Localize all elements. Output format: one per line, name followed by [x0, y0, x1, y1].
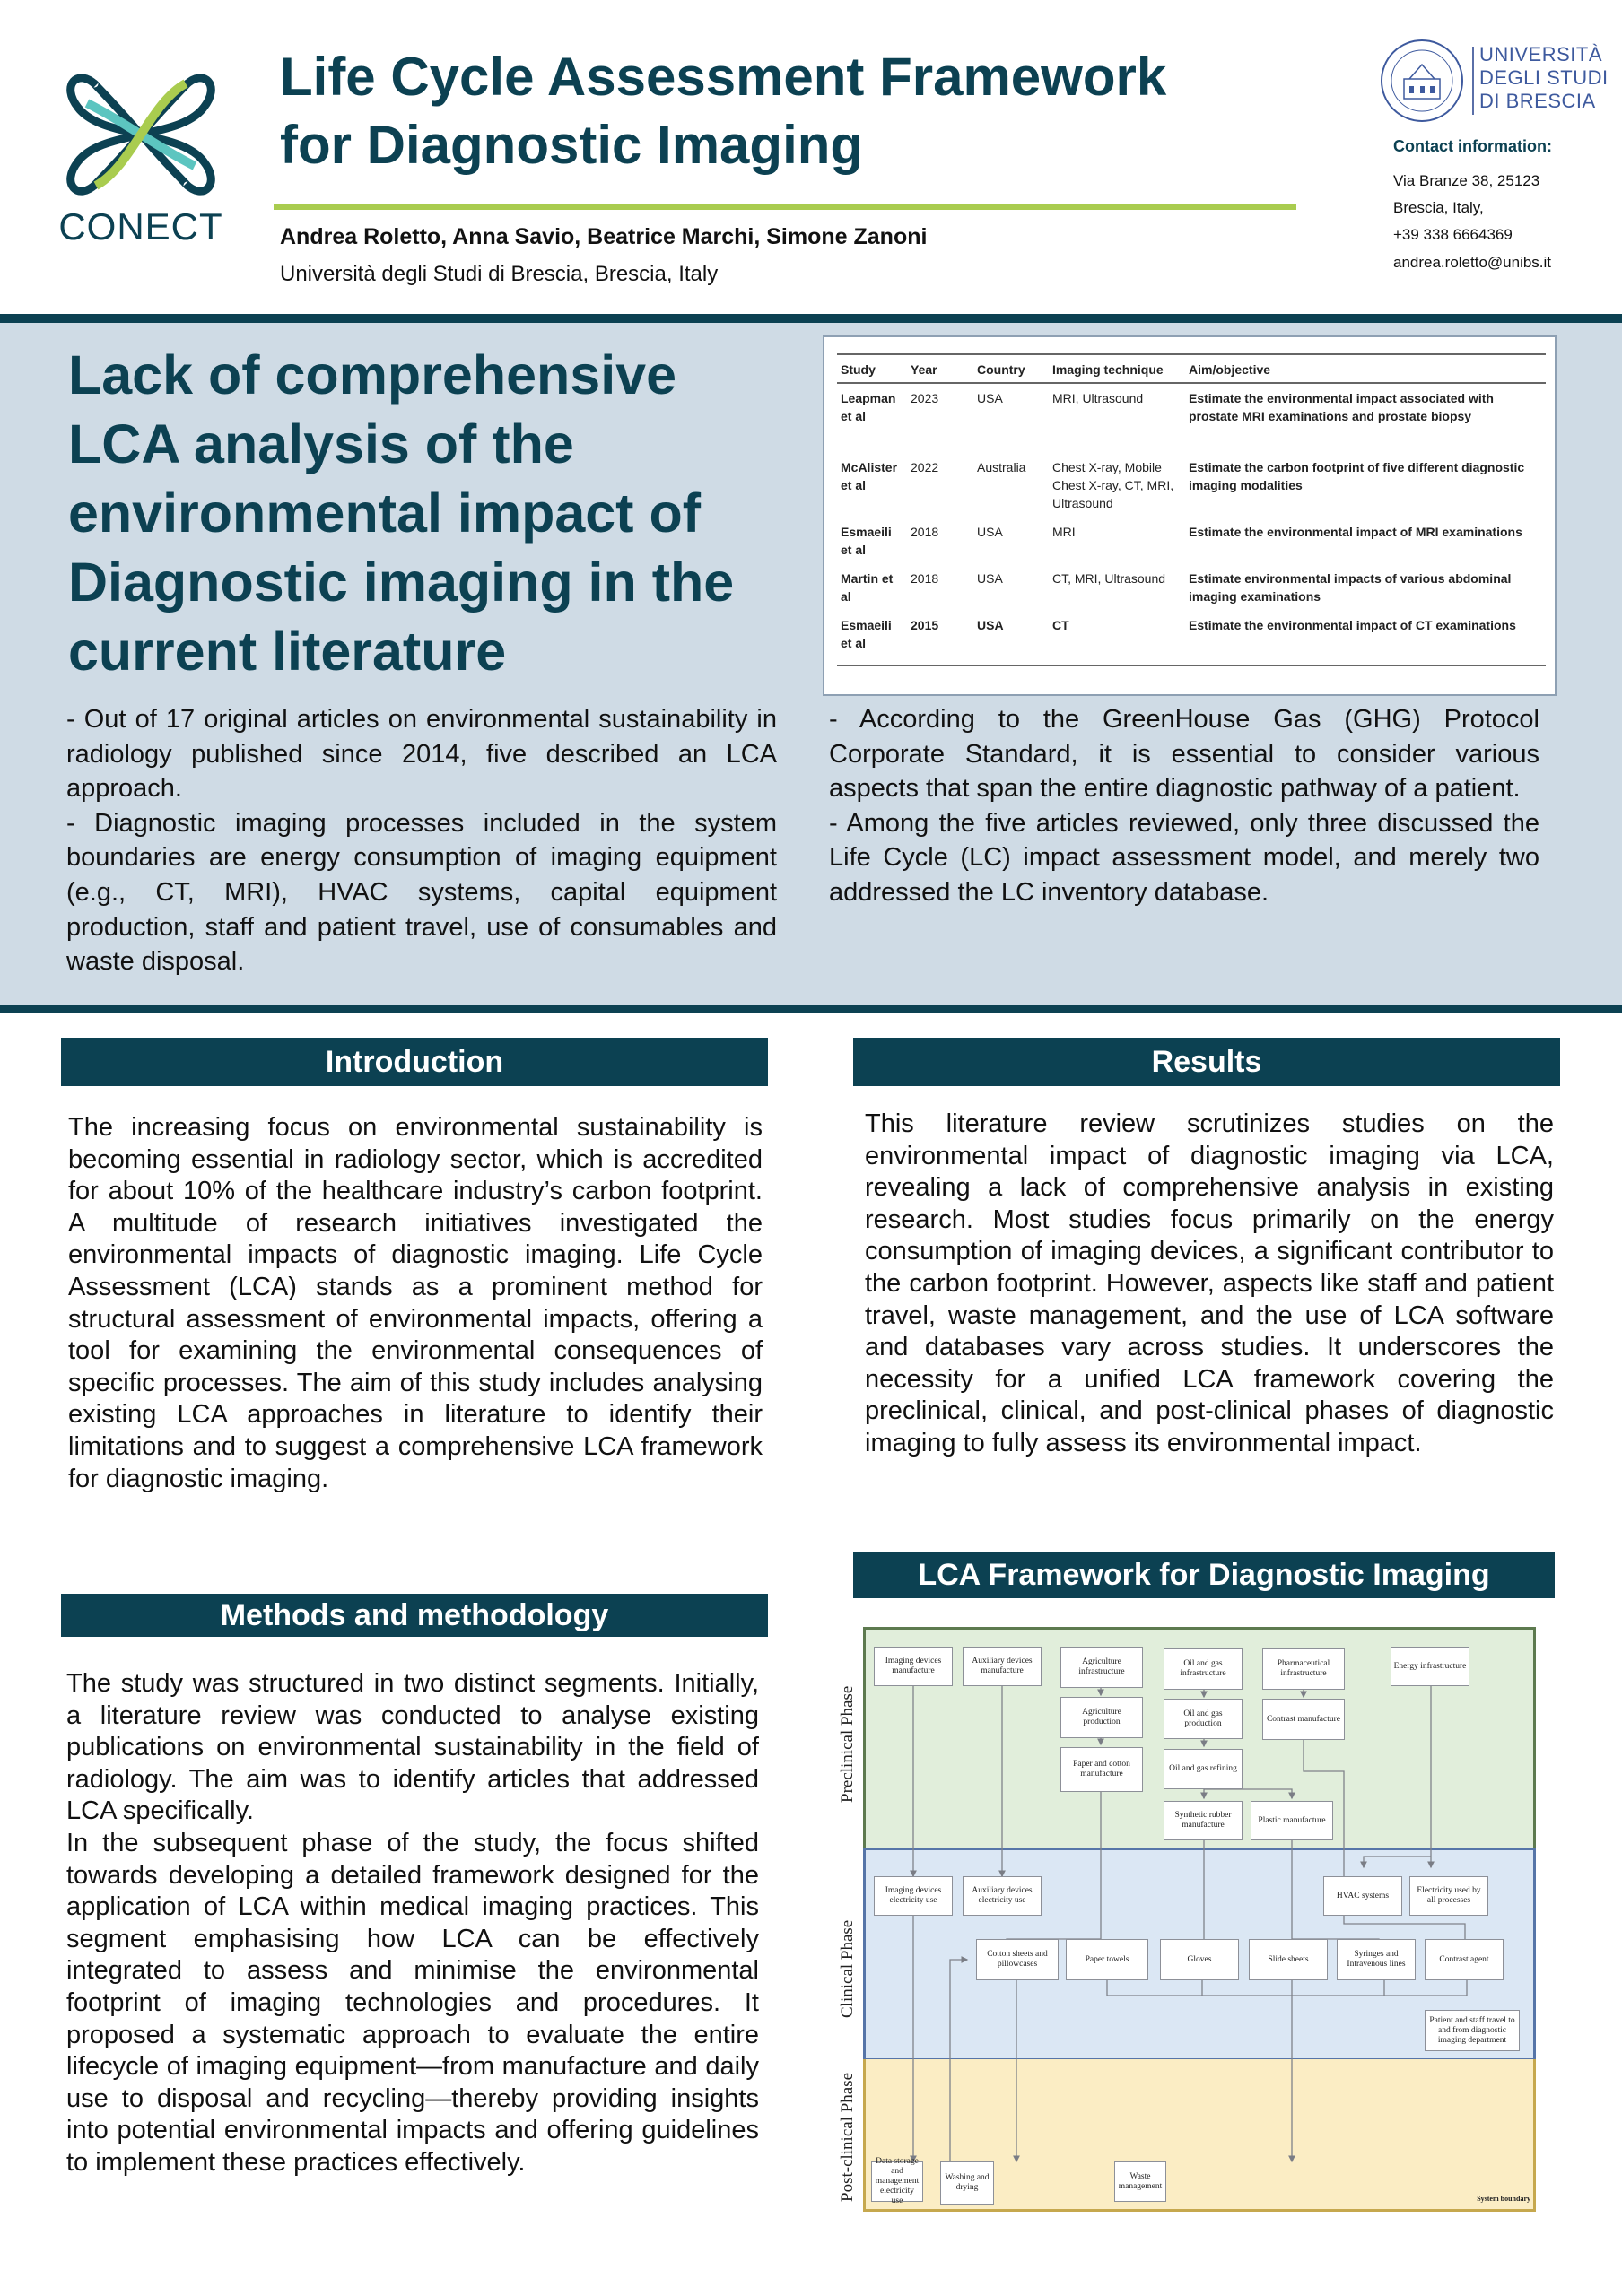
literature-table	[837, 353, 1546, 666]
phase-label-preclinical: Preclinical Phase	[838, 1685, 857, 1803]
column-header: Study	[837, 354, 907, 383]
node-pharmaceutical-infrastructure: Pharmaceutical infrastructure	[1262, 1648, 1345, 1690]
conect-ribbon-icon	[60, 67, 222, 202]
cell-aim: Estimate the carbon footprint of five different diagnostic imaging modalities	[1189, 460, 1525, 492]
key-point: - According to the GreenHouse Gas (GHG) Protocol Corporate Standard, it is essential to consider various aspects that span the entire diagnostic pathway of a patient.	[829, 705, 1539, 804]
table-row	[837, 453, 1546, 517]
affiliation: Università degli Studi di Brescia, Brescia, Italy	[280, 262, 719, 286]
node-auxiliary-devices-electricity: Auxiliary devices electricity use	[963, 1876, 1042, 1916]
university-name	[1479, 43, 1609, 113]
key-point: - Diagnostic imaging processes included in the system boundaries are energy consumption of imaging equipment (e.g., CT, MRI), HVAC systems, capital equipment production, staff and patient travel, use of consumables and waste disposal.	[66, 808, 777, 977]
node-plastic-manufacture: Plastic manufacture	[1251, 1801, 1333, 1840]
cell-technique: CT	[1049, 611, 1185, 665]
poster-title	[280, 43, 1312, 179]
results-heading: Results	[853, 1038, 1560, 1086]
methods-heading: Methods and methodology	[61, 1594, 768, 1637]
lca-framework-diagram	[825, 1614, 1561, 2224]
authors: Andrea Roletto, Anna Savio, Beatrice Marchi, Simone Zanoni	[280, 224, 928, 249]
methods-paragraph: In the subsequent phase of the study, the focus shifted towards developing a detailed framework designed for the application of LCA within medical imaging practices. This segment emphasising how LCA can be effectively integrated to assess and minimise the environmental footprint of imaging technologies and procedures. It proposed a systematic approach to evaluate the entire lifecycle of imaging equipment—from manufacture and daily use to disposal and recycling—thereby providing insights into potential environmental impacts and offering guidelines to implement these practices effectively.	[66, 1828, 759, 2177]
column-header: Imaging technique	[1049, 354, 1185, 383]
university-seal-icon	[1379, 38, 1465, 124]
contact-phone: +39 338 6664369	[1393, 226, 1513, 243]
cell-aim: Estimate the environmental impact of MRI examinations	[1189, 525, 1522, 539]
conect-wordmark: CONECT	[58, 205, 223, 248]
node-patient-staff-travel: Patient and staff travel to and from diagnostic imaging department	[1425, 2010, 1520, 2051]
node-auxiliary-devices-manufacture: Auxiliary devices manufacture	[963, 1647, 1042, 1686]
node-oil-gas-refining: Oil and gas refining	[1164, 1749, 1243, 1789]
node-contrast-agent: Contrast agent	[1425, 1939, 1504, 1980]
cell-country: USA	[973, 611, 1049, 665]
cell-country: USA	[977, 571, 1003, 586]
cell-country: USA	[977, 391, 1003, 405]
node-imaging-devices-electricity: Imaging devices electricity use	[874, 1876, 953, 1916]
node-imaging-devices-manufacture: Imaging devices manufacture	[874, 1647, 953, 1686]
cell-year: 2023	[911, 391, 939, 405]
cell-technique: MRI	[1052, 525, 1076, 539]
university-logo-separator	[1472, 47, 1474, 115]
title-line-1: Life Cycle Assessment Framework	[280, 47, 1167, 107]
university-name-line-3: DI BRESCIA	[1479, 90, 1596, 112]
node-oil-gas-infrastructure: Oil and gas infrastructure	[1164, 1648, 1243, 1690]
node-oil-gas-production: Oil and gas production	[1164, 1699, 1243, 1739]
table-row	[837, 611, 1546, 665]
column-header: Year	[907, 354, 973, 383]
literature-table-card	[823, 335, 1557, 696]
cell-year: 2022	[911, 460, 939, 474]
results-text: This literature review scrutinizes studies on the environmental impact of diagnostic imaging via LCA, revealing a lack of comprehensive analysis in existing research. Most studies focus primarily on the energy consumption of imaging devices, a significant contributor to the carbon footprint. However, aspects like staff and patient travel, waste management, and the use of LCA software and databases vary across studies. It underscores the necessity for a unified LCA framework covering the preclinical, clinical, and post-clinical phases of diagnostic imaging to fully assess its environmental impact.	[865, 1109, 1554, 1457]
cell-year: 2018	[911, 571, 939, 586]
cell-year: 2018	[911, 525, 939, 539]
cell-study: Esmaeili et al	[837, 611, 907, 665]
node-agriculture-production: Agriculture production	[1060, 1697, 1143, 1738]
key-finding-title: Lack of comprehensive LCA analysis of the environmental impact of Diagnostic imaging in the current literature	[68, 344, 735, 682]
node-gloves: Gloves	[1160, 1939, 1239, 1980]
node-paper-cotton-manufacture: Paper and cotton manufacture	[1060, 1747, 1143, 1792]
node-washing-drying: Washing and drying	[940, 2161, 994, 2205]
column-header: Aim/objective	[1185, 354, 1546, 383]
university-name-line-1: UNIVERSITÀ	[1479, 43, 1603, 65]
phase-label-postclinical: Post-clinical Phase	[838, 2072, 857, 2202]
node-agriculture-infrastructure: Agriculture infrastructure	[1060, 1647, 1143, 1688]
methods-paragraph: The study was structured in two distinct segments. Initially, a literature review was conducted to analyse existing publications on environmental sustainability in the field of radiology. The aim was to identify articles that addressed LCA specifically.	[66, 1669, 759, 1826]
key-point: - Among the five articles reviewed, only three discussed the Life Cycle (LC) impact assessment model, and merely two addressed the LC inventory database.	[829, 808, 1539, 907]
cell-study: McAlister et al	[841, 460, 898, 492]
cell-technique: Chest X-ray, Mobile Chest X-ray, CT, MRI, Ultrasound	[1052, 460, 1174, 510]
node-hvac-systems: HVAC systems	[1323, 1876, 1402, 1916]
table-row	[837, 517, 1546, 564]
poster-header	[0, 0, 1622, 314]
contact-address-1: Via Branze 38, 25123	[1393, 172, 1540, 189]
cell-aim: Estimate the environmental impact associated with prostate MRI examinations and prostate biopsy	[1189, 391, 1494, 423]
phase-label-clinical: Clinical Phase	[838, 1919, 857, 2018]
contact-email[interactable]: andrea.roletto@unibs.it	[1393, 254, 1552, 271]
introduction-text: The increasing focus on environmental sustainability is becoming essential in radiology sector, which is accredited for about 10% of the healthcare industry’s carbon footprint. A multitude of research initiatives investigated the environmental impacts of diagnostic imaging. Life Cycle Assessment (LCA) stands as a prominent method for structural assessment of environmental impacts, offering a tool for examining the environmental consequences of specific processes. The aim of this study includes analysing existing LCA approaches in literature to identify their limitations and to suggest a comprehensive LCA framework for diagnostic imaging.	[68, 1113, 763, 1493]
contact-heading: Contact information:	[1393, 137, 1552, 155]
table-header-row	[837, 354, 1546, 383]
key-point: - Out of 17 original articles on environmental sustainability in radiology published since 2014, five described an LCA approach.	[66, 705, 777, 804]
contact-address-2: Brescia, Italy,	[1393, 199, 1484, 216]
node-contrast-manufacture: Contrast manufacture	[1262, 1699, 1345, 1740]
node-paper-towels: Paper towels	[1066, 1939, 1148, 1980]
cell-technique: MRI, Ultrasound	[1052, 391, 1144, 405]
node-electricity-all-processes: Electricity used by all processes	[1409, 1876, 1488, 1916]
cell-aim: Estimate environmental impacts of various abdominal imaging examinations	[1189, 571, 1512, 604]
node-data-storage-electricity: Data storage and management electricity use	[871, 2161, 923, 2202]
cell-country: Australia	[977, 460, 1026, 474]
node-cotton-sheets: Cotton sheets and pillowcases	[976, 1939, 1059, 1980]
node-syringes-iv-lines: Syringes and Intravenous lines	[1337, 1939, 1416, 1980]
node-synthetic-rubber-manufacture: Synthetic rubber manufacture	[1164, 1801, 1243, 1840]
node-slide-sheets: Slide sheets	[1249, 1939, 1328, 1980]
table-row	[837, 564, 1546, 611]
table-row	[837, 383, 1546, 453]
system-boundary-label: System boundary	[1477, 2195, 1530, 2203]
methods-text	[66, 1668, 759, 2179]
conect-logo	[56, 67, 226, 247]
key-finding-left-text	[66, 702, 777, 979]
cell-country: USA	[977, 525, 1003, 539]
node-energy-infrastructure: Energy infrastructure	[1391, 1647, 1469, 1686]
cell-study: Martin et al	[841, 571, 894, 604]
university-name-line-2: DEGLI STUDI	[1479, 66, 1609, 89]
node-waste-management: Waste management	[1114, 2161, 1166, 2202]
introduction-heading: Introduction	[61, 1038, 768, 1086]
title-divider	[274, 204, 1296, 210]
framework-heading: LCA Framework for Diagnostic Imaging	[853, 1552, 1555, 1598]
title-line-2: for Diagnostic Imaging	[280, 115, 864, 175]
university-logo	[1379, 38, 1612, 124]
cell-study: Leapman et al	[841, 391, 896, 423]
key-finding-right-text	[829, 702, 1539, 910]
cell-study: Esmaeili et al	[841, 525, 892, 557]
cell-aim: Estimate the environmental impact of CT examinations	[1185, 611, 1546, 665]
cell-technique: CT, MRI, Ultrasound	[1052, 571, 1166, 586]
column-header: Country	[973, 354, 1049, 383]
cell-year: 2015	[907, 611, 973, 665]
